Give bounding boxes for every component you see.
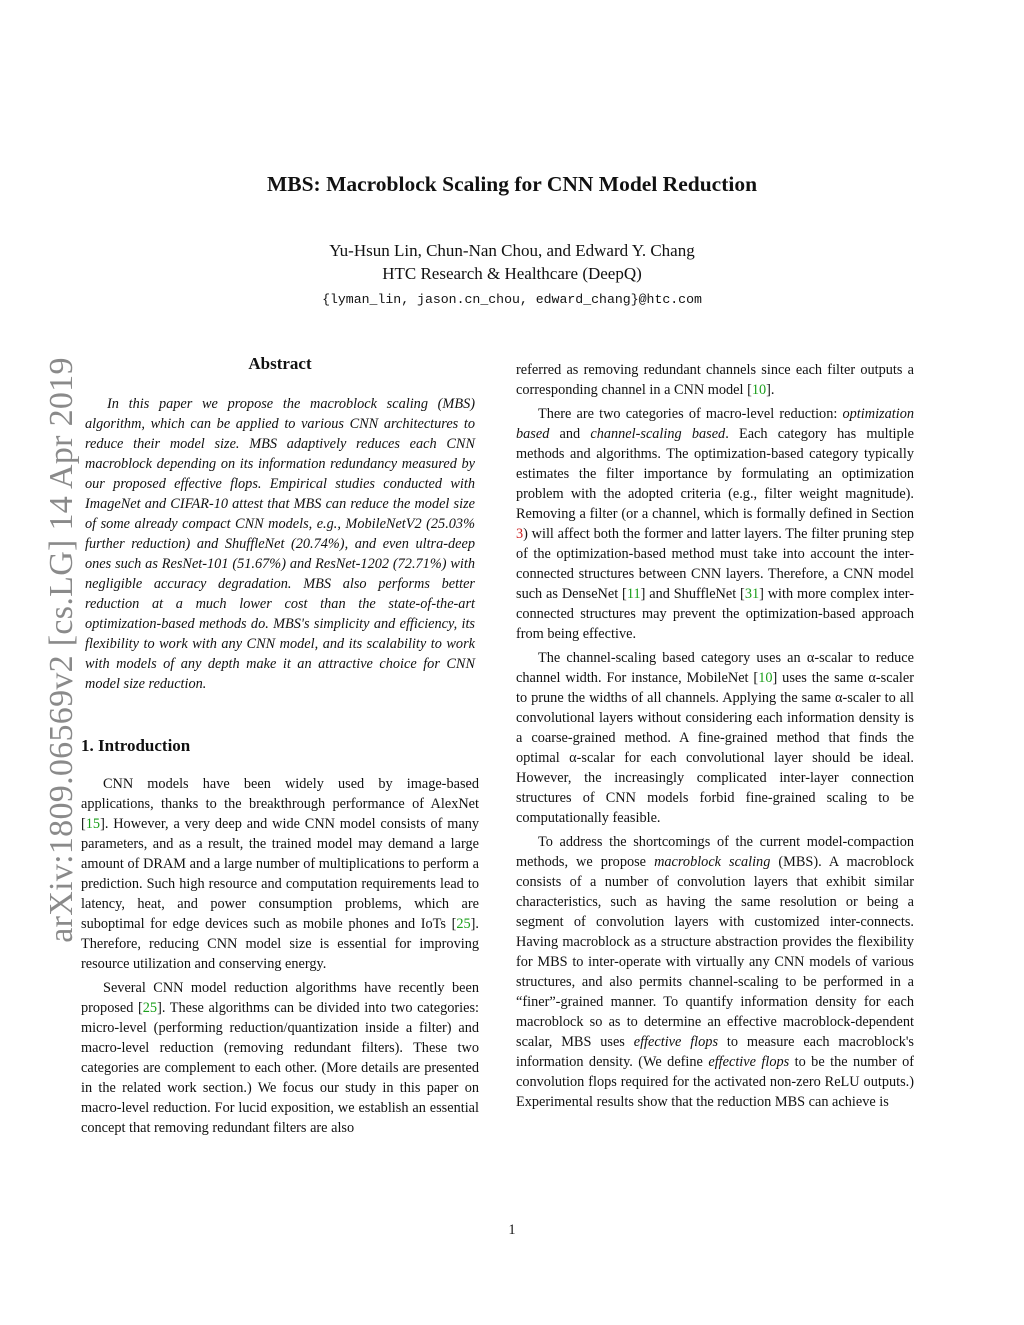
intro-paragraph-2	[81, 978, 479, 1138]
abstract-text: In this paper we propose the macroblock scaling (MBS) algorithm, which can be applied to various CNN architectures to reduce their model size. MBS adaptively reduces each CNN macroblock depending on its information redundancy measured by our proposed effective flops. Empirical studies conducted with ImageNet and CIFAR-10 attest that MBS can reduce the model size of some already compact CNN models, e.g., MobileNetV2 (25.03% further reduction) and ShuffleNet (20.74%), and even ultra-deep ones such as ResNet-101 (51.67%) and ResNet-1202 (72.71%) with negligible accuracy degradation. MBS also performs better reduction at a much lower cost than the state-of-the-art optimization-based methods do. MBS's simplicity and efficiency, its flexibility to work with any CNN model, and its scalability to work with models of any depth make it an attractive choice for CNN model size reduction.	[85, 396, 475, 692]
text-run: CNN models have been widely used by image-based applications, thanks to the breakthrough performance of AlexNet [	[81, 776, 479, 832]
citation-link[interactable]: 25	[142, 1000, 158, 1016]
paper-title: MBS: Macroblock Scaling for CNN Model Reduction	[266, 172, 758, 196]
arxiv-identifier: arXiv:1809.06569v2 [cs.LG] 14 Apr 2019	[43, 357, 80, 943]
text-run: ] and ShuffleNet [	[640, 586, 745, 602]
body-paragraph-channel-scaling	[516, 648, 914, 828]
affiliation: HTC Research & Healthcare (DeepQ)	[382, 264, 642, 283]
text-run: referred as removing redundant channels since each filter outputs a corresponding channel in a CNN model [	[516, 362, 914, 398]
abstract-heading: Abstract	[248, 354, 312, 373]
page-number: 1	[508, 1222, 516, 1238]
text-run: ].	[766, 382, 775, 398]
text-run: The channel-scaling based category uses an α-scalar to reduce channel width. For instance, MobileNet [	[516, 650, 914, 686]
text-run: and	[549, 426, 591, 442]
author-list: Yu-Hsun Lin, Chun-Nan Chou, and Edward Y. Chang	[329, 241, 695, 260]
right-column	[516, 360, 914, 1116]
emphasis-term: channel-scaling based	[590, 426, 726, 442]
author-emails: {lyman_lin, jason.cn_chou, edward_chang}@htc.com	[322, 292, 702, 307]
citation-link[interactable]: 10	[758, 670, 773, 686]
citation-link[interactable]: 15	[85, 816, 101, 832]
body-paragraph-categories	[516, 404, 914, 644]
text-run: to be the number of convolution flops required for the activated non-zero ReLU outputs.) Experimental results show that the reduction MBS can achieve is	[516, 1054, 915, 1110]
emphasis-term: effective flops	[708, 1054, 790, 1070]
text-run: ] with more complex inter-connected structures may prevent the optimization-based approach from being effective.	[516, 586, 914, 642]
section-heading-introduction: 1. Introduction	[81, 736, 191, 755]
emphasis-term: effective flops	[633, 1034, 719, 1050]
text-run: To address the shortcomings of the current model-compaction methods, we propose	[516, 834, 914, 870]
citation-link[interactable]: 25	[456, 916, 471, 932]
text-run: ]. However, a very deep and wide CNN model consists of many parameters, and as a result, the trained model may demand a large amount of DRAM and a large number of multiplications to perform a prediction. Such high resource and computation requirements lead to latency, heat, and power consumption problems, which are suboptimal for edge devices such as mobile phones and IoTs [	[81, 816, 479, 932]
intro-paragraph-1	[81, 774, 479, 974]
citation-link[interactable]: 11	[626, 586, 641, 602]
section-reference-link[interactable]: 3	[516, 526, 524, 542]
text-run: ) will affect both the former and latter layers. The filter pruning step of the optimization-based method must take into account the inter-connected structures between CNN layers. Therefore, a CNN model such as DenseNet [	[516, 526, 914, 602]
text-run: . Each category has multiple methods and algorithms. The optimization-based category typically estimates the filter importance by formulating an optimization problem with the adopted criteria (e.g., filter weight magnitude). Removing a filter (or a channel, which is formally defined in Section	[516, 426, 914, 522]
text-run: ] uses the same α-scaler to prune the widths of all channels. Applying the same α-scaler to all convolutional layers without considering each information density is a coarse-grained method. A fine-grained method that finds the optimal α-scalar for each convolutional layer should be ideal. However, the increasingly complicated inter-layer connection structures of CNN models forbid fine-grained scaling to be computationally feasible.	[516, 670, 915, 826]
body-paragraph-mbs-proposal	[516, 832, 914, 1112]
text-run: Several CNN model reduction algorithms have recently been proposed [	[81, 980, 479, 1016]
text-run: ]. These algorithms can be divided into two categories: micro-level (performing reduction/quantization inside a filter) and macro-level reduction (removing redundant filters). These two categories are complement to each other. (More details are presented in the related work section.) We focus our study in this paper on macro-level reduction. For lucid exposition, we establish an essential concept that removing redundant filters are also	[81, 1000, 479, 1136]
text-run: There are two categories of macro-level reduction:	[538, 406, 843, 422]
text-run: to measure each macroblock's information density. (We define	[516, 1034, 914, 1070]
citation-link[interactable]: 10	[751, 382, 767, 398]
emphasis-term: macroblock scaling	[654, 854, 771, 870]
body-paragraph-continued	[516, 360, 914, 400]
left-column	[81, 354, 479, 1142]
text-run: ]. Therefore, reducing CNN model size is essential for improving resource utilization and conserving energy.	[81, 916, 479, 972]
text-run: (MBS). A macroblock consists of a number of convolution layers that exhibit similar characteristics, such as having the same resolution or being a segment of convolution layers with customized inter-connects. Having macroblock as a structure abstraction provides the flexibility for MBS to inter-operate with virtually any CNN models of various structures, and also permits channel-scaling to be performed in a “finer”-grained manner. To quantify information density for each macroblock so as to determine an effective macroblock-dependent scalar, MBS uses	[516, 854, 914, 1050]
emphasis-term: optimization based	[516, 406, 914, 442]
citation-link[interactable]: 31	[744, 586, 760, 602]
